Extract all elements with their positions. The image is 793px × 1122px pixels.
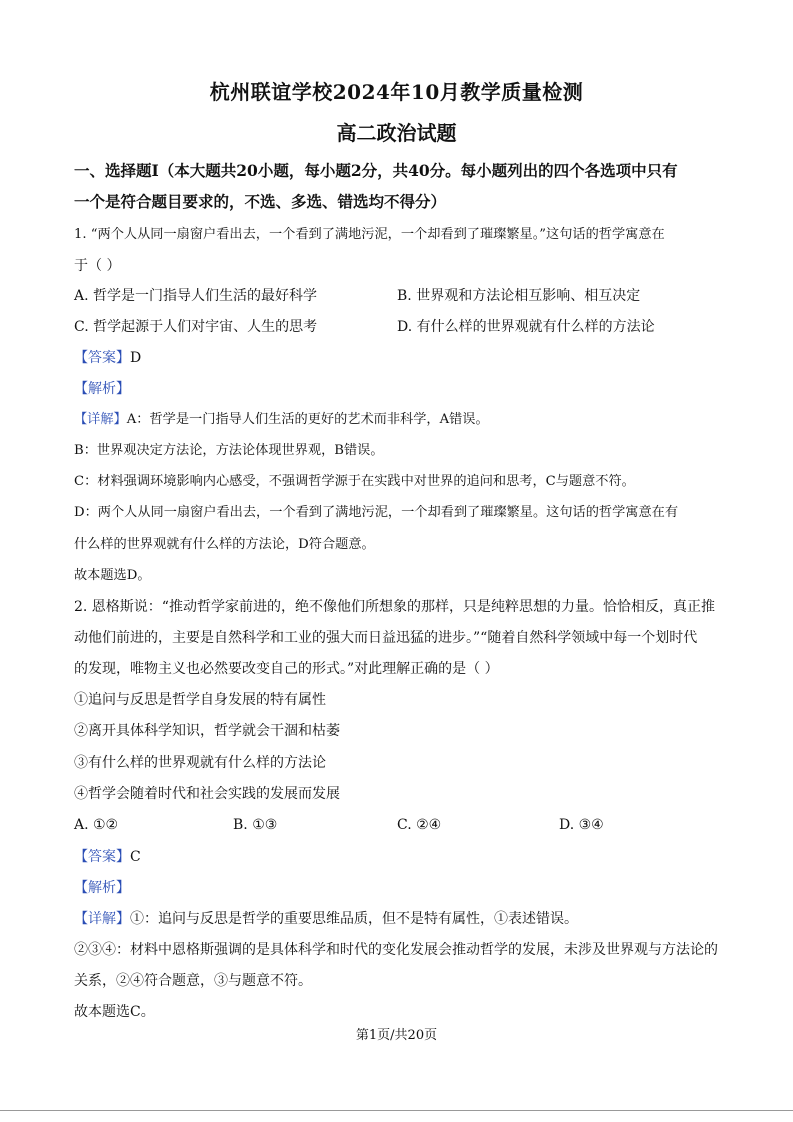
q2-item-4: ④哲学会随着时代和社会实践的发展而发展 — [74, 786, 340, 802]
q2-option-c: C. ②④ — [397, 817, 442, 833]
q1-option-b: B. 世界观和方法论相互影响、相互决定 — [397, 288, 641, 304]
q1-detail-line2: B：世界观决定方法论，方法论体现世界观，B错误。 — [74, 443, 384, 458]
q1-detail-label: 【详解】 — [74, 412, 127, 427]
q2-detail1: ①：追问与反思是哲学的重要思维品质，但不是特有属性，①表述错误。 — [130, 911, 578, 927]
bottom-divider — [0, 1110, 793, 1111]
q1-conclusion: 故本题选D。 — [74, 568, 151, 583]
q2-detail-line1 — [74, 909, 734, 929]
q2-detail-line2b: 关系，②④符合题意，③与题意不符。 — [74, 973, 312, 989]
q2-item-3: ③有什么样的世界观就有什么样的方法论 — [74, 755, 326, 771]
q2-detail-line2a: ②③④：材料中恩格斯强调的是具体科学和时代的变化发展会推动哲学的发展，未涉及世界观与方法论的 — [74, 942, 718, 958]
exam-subtitle: 高二政治试题 — [336, 121, 457, 145]
exam-title: 杭州联谊学校2024年10月教学质量检测 — [209, 80, 584, 104]
q2-item-2: ②离开具体科学知识，哲学就会干涸和枯萎 — [74, 723, 340, 739]
q2-option-d: D. ③④ — [559, 817, 604, 833]
q1-answer: D — [130, 350, 142, 366]
q2-stem-line1: 2. 恩格斯说：“推动哲学家前进的，绝不像他们所想象的那样，只是纯粹思想的力量。恰恰相反，真正推 — [74, 599, 715, 615]
q1-detail-line4b: 什么样的世界观就有什么样的方法论，D符合题意。 — [74, 537, 375, 552]
q1-option-c: C. 哲学起源于人们对宇宙、人生的思考 — [74, 319, 318, 335]
q1-option-d: D. 有什么样的世界观就有什么样的方法论 — [397, 319, 655, 335]
q2-item-1: ①追问与反思是哲学自身发展的特有属性 — [74, 692, 326, 708]
page-number: 第1页/共20页 — [355, 1028, 438, 1043]
q2-stem-line2: 动他们前进的，主要是自然科学和工业的强大而日益迅猛的进步。”“随着自然科学领域中每一个划时代 — [74, 630, 698, 646]
q1-detail-line4a: D：两个人从同一扇窗户看出去，一个看到了满地污泥，一个却看到了璀璨繁星。这句话的哲学寓意在有 — [74, 505, 679, 520]
q1-analysis-label: 【解析】 — [74, 381, 130, 397]
q1-stem-line2: 于（ ） — [74, 258, 121, 274]
q1-detail1: A：哲学是一门指导人们生活的更好的艺术而非科学，A错误。 — [126, 412, 489, 427]
q1-answer-line — [74, 348, 734, 368]
q2-answer-label: 【答案】 — [74, 849, 130, 865]
q1-option-a: A. 哲学是一门指导人们生活的最好科学 — [74, 288, 318, 304]
q2-option-a: A. ①② — [74, 817, 119, 833]
section-heading-line2: 一个是符合题目要求的，不选、多选、错选均不得分） — [74, 192, 447, 211]
q2-detail-label: 【详解】 — [74, 911, 130, 927]
q2-option-b: B. ①③ — [233, 817, 278, 833]
q1-detail-line3: C：材料强调环境影响内心感受，不强调哲学源于在实践中对世界的追问和思考，C与题意不符。 — [74, 474, 635, 489]
q1-answer-label: 【答案】 — [74, 350, 130, 366]
q1-stem-line1: 1. “两个人从同一扇窗户看出去，一个看到了满地污泥，一个却看到了璀璨繁星。”这句话的哲学寓意在 — [74, 227, 665, 242]
q2-answer-line — [74, 847, 734, 867]
q2-stem-line3: 的发现，唯物主义也必然要改变自己的形式。”对此理解正确的是（ ） — [74, 661, 499, 677]
q2-analysis-label: 【解析】 — [74, 880, 130, 896]
q2-conclusion: 故本题选C。 — [74, 1004, 155, 1020]
q2-answer: C — [130, 849, 141, 865]
section-heading-line1: 一、选择题Ⅰ（本大题共20小题，每小题2分，共40分。每小题列出的四个各选项中只有 — [74, 161, 678, 180]
q1-detail-line1 — [74, 410, 734, 430]
